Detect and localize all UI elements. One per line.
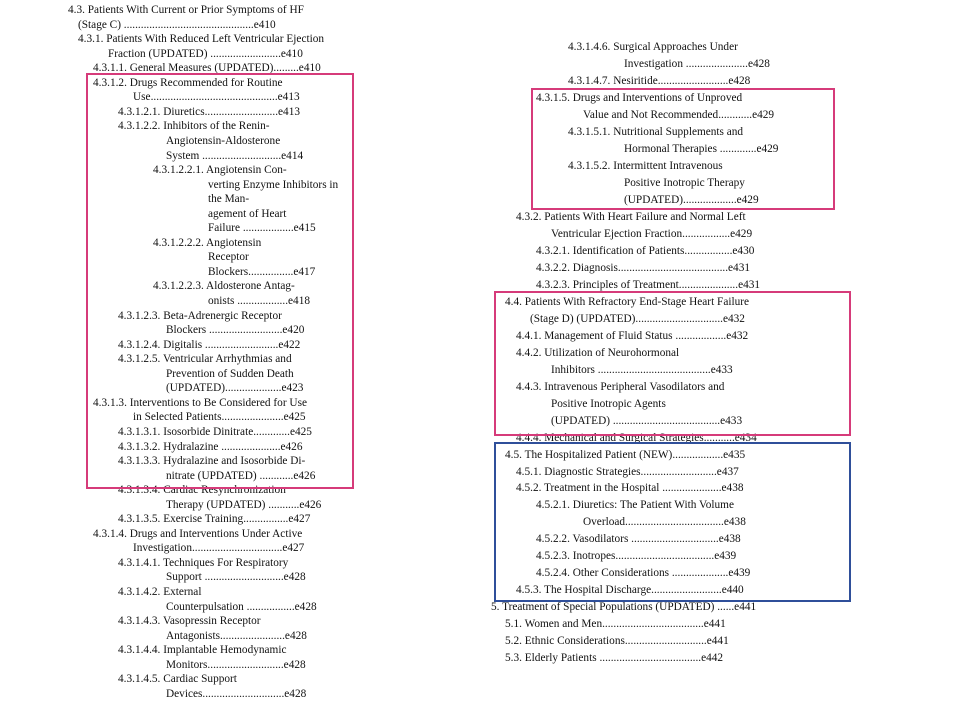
toc-right-entry: 4.5.3. The Hospital Discharge.........................e440 xyxy=(516,584,744,597)
toc-left-entry: Use.............................................e413 xyxy=(133,91,300,104)
toc-left-entry: 4.3.1.2.2. Inhibitors of the Renin- xyxy=(118,120,270,133)
toc-left-entry: agement of Heart xyxy=(208,207,287,220)
toc-left-entry: Blockers................e417 xyxy=(208,265,316,278)
toc-left-entry: the Man- xyxy=(208,193,250,206)
toc-left-entry: 4.3.1.3.4. Cardiac Resynchronization xyxy=(118,484,286,497)
toc-right-entry: 4.3.2.2. Diagnosis.......................................e431 xyxy=(536,261,751,274)
toc-left-entry: Prevention of Sudden Death xyxy=(166,367,294,380)
toc-left-entry: onists ..................e418 xyxy=(208,295,310,307)
toc-right-entry: 4.5.1. Diagnostic Strategies...........................e437 xyxy=(516,465,739,478)
toc-right-entry: 4.3.1.5.2. Intermittent Intravenous xyxy=(568,159,723,172)
toc-left-entry: 4.3.1.3.3. Hydralazine and Isosorbide Di- xyxy=(118,455,306,468)
toc-right-entry: 4.4.3. Intravenous Peripheral Vasodilators and xyxy=(516,380,725,393)
toc-left-entry: Support ............................e428 xyxy=(166,571,306,584)
toc-right-entry: 4.3.1.4.6. Surgical Approaches Under xyxy=(568,41,738,53)
toc-right-entry: 4.5.2.1. Diuretics: The Patient With Volume xyxy=(536,499,734,512)
toc-left-entry: verting Enzyme Inhibitors in xyxy=(208,178,339,191)
toc-left-entry: Fraction (UPDATED) .........................e410 xyxy=(108,47,303,60)
toc-right-entry: Overload...................................e438 xyxy=(583,516,746,529)
toc-left-entry: 4.3.1.4.2. External xyxy=(118,586,202,598)
toc-right-entry: 4.5. The Hospitalized Patient (NEW)..................e435 xyxy=(505,448,746,461)
toc-left-entry: Counterpulsation .................e428 xyxy=(166,600,317,613)
toc-right-entry: 4.5.2. Treatment in the Hospital .....................e438 xyxy=(516,482,744,495)
toc-right-entry: 4.5.2.2. Vasodilators ...............................e438 xyxy=(536,533,741,546)
highlight-box-unproved-drugs xyxy=(531,88,835,210)
toc-left-entry: 4.3.1.1. General Measures (UPDATED).........e410 xyxy=(93,62,321,75)
toc-right-entry: (UPDATED) ......................................e433 xyxy=(551,414,743,427)
toc-left-entry: 4.3.1.4.4. Implantable Hemodynamic xyxy=(118,644,287,657)
toc-left-entry: 4.3. Patients With Current or Prior Symptoms of HF xyxy=(68,4,304,16)
toc-left-entry: in Selected Patients......................e425 xyxy=(133,411,306,424)
toc-left-entry: 4.3.1.2.3. Beta-Adrenergic Receptor xyxy=(118,309,282,322)
toc-left-entry: Receptor xyxy=(208,251,249,264)
toc-right-entry: 4.3.2.1. Identification of Patients.................e430 xyxy=(536,244,755,257)
toc-left-entry: (UPDATED)....................e423 xyxy=(166,382,304,395)
toc-left-entry: 4.3.1.2.5. Ventricular Arrhythmias and xyxy=(118,353,292,366)
toc-left-entry: Investigation................................e427 xyxy=(133,542,305,555)
toc-left-entry: System ............................e414 xyxy=(166,149,304,162)
toc-right-entry: 4.3.1.5. Drugs and Interventions of Unproved xyxy=(536,91,743,104)
toc-right-entry: 4.3.1.5.1. Nutritional Supplements and xyxy=(568,125,744,138)
toc-right-entry: (UPDATED)...................e429 xyxy=(624,193,759,206)
toc-left-entry: 4.3.1.3. Interventions to Be Considered for Use xyxy=(93,396,307,409)
toc-left-entry: 4.3.1. Patients With Reduced Left Ventricular Ejection xyxy=(78,33,325,46)
toc-left-entry: (Stage C) ..............................................e410 xyxy=(78,18,276,31)
toc-left-entry: Devices.............................e428 xyxy=(166,687,307,700)
toc-right-entry: 4.5.2.4. Other Considerations ....................e439 xyxy=(536,567,751,580)
toc-left-entry: 4.3.1.4.3. Vasopressin Receptor xyxy=(118,615,261,628)
toc-right-entry: 4.4.1. Management of Fluid Status ..................e432 xyxy=(516,329,749,342)
toc-left-entry: 4.3.1.2.2.1. Angiotensin Con- xyxy=(153,164,287,177)
toc-right-entry: 4.5.2.3. Inotropes...................................e439 xyxy=(536,550,737,563)
toc-left-entry: Therapy (UPDATED) ...........e426 xyxy=(166,498,322,511)
toc-right-entry: Hormonal Therapies .............e429 xyxy=(624,142,779,155)
toc-left-entry: Blockers ..........................e420 xyxy=(166,324,305,337)
toc-right-entry: 4.4.4. Mechanical and Surgical Strategies...........e434 xyxy=(516,431,757,444)
toc-right-entry: 5. Treatment of Special Populations (UPDATED) ......e441 xyxy=(491,601,757,614)
toc-right-entry: Ventricular Ejection Fraction.................e429 xyxy=(551,227,753,240)
toc-right-entry: 4.3.1.4.7. Nesiritide.........................e428 xyxy=(568,74,751,87)
toc-right-entry: Value and Not Recommended............e429 xyxy=(583,108,775,121)
toc-right-entry: 5.1. Women and Men....................................e441 xyxy=(505,618,726,631)
highlight-box-refractory-hf xyxy=(494,291,851,436)
toc-left-entry: 4.3.1.4. Drugs and Interventions Under Active xyxy=(93,527,303,540)
toc-right-entry: Inhibitors ........................................e433 xyxy=(551,363,733,376)
toc-right-entry: Positive Inotropic Therapy xyxy=(624,176,745,189)
toc-left-entry: 4.3.1.2.1. Diuretics..........................e413 xyxy=(118,105,300,118)
highlight-box-hospitalized-patient xyxy=(494,442,851,602)
toc-left-entry: Failure ..................e415 xyxy=(208,222,316,235)
toc-left-entry: 4.3.1.2.2.2. Angiotensin xyxy=(153,236,262,249)
toc-left-entry: 4.3.1.3.2. Hydralazine .....................e426 xyxy=(118,440,303,453)
toc-right-entry: (Stage D) (UPDATED)...............................e432 xyxy=(530,312,745,325)
toc-right-entry: 5.2. Ethnic Considerations.............................e441 xyxy=(505,635,729,648)
toc-left-entry: Monitors...........................e428 xyxy=(166,658,306,671)
toc-right-entry: 4.4.2. Utilization of Neurohormonal xyxy=(516,346,680,359)
toc-left-entry: 4.3.1.4.5. Cardiac Support xyxy=(118,673,237,686)
toc-right-entry: 5.3. Elderly Patients ....................................e442 xyxy=(505,652,724,665)
toc-left-entry: nitrate (UPDATED) ............e426 xyxy=(166,469,316,482)
toc-left-entry: Angiotensin-Aldosterone xyxy=(166,134,281,147)
toc-left-entry: 4.3.1.4.1. Techniques For Respiratory xyxy=(118,556,289,569)
toc-left-entry: 4.3.1.2.4. Digitalis ..........................e422 xyxy=(118,338,301,351)
toc-left-entry: Antagonists.......................e428 xyxy=(166,629,307,642)
toc-right-entry: 4.3.2. Patients With Heart Failure and Normal Left xyxy=(516,210,746,223)
toc-right-entry: Positive Inotropic Agents xyxy=(551,397,666,410)
toc-left-entry: 4.3.1.3.5. Exercise Training................e427 xyxy=(118,513,311,526)
toc-right-entry: 4.4. Patients With Refractory End-Stage Heart Failure xyxy=(505,295,750,308)
toc-right-entry: 4.3.2.3. Principles of Treatment.....................e431 xyxy=(536,278,761,291)
toc-left-entry: 4.3.1.2. Drugs Recommended for Routine xyxy=(93,76,283,89)
toc-right-entry: Investigation ......................e428 xyxy=(624,57,770,70)
toc-left-entry: 4.3.1.3.1. Isosorbide Dinitrate.............e425 xyxy=(118,425,312,438)
toc-left-entry: 4.3.1.2.2.3. Aldosterone Antag- xyxy=(153,280,295,293)
highlight-box-drugs-recommended xyxy=(86,73,354,489)
